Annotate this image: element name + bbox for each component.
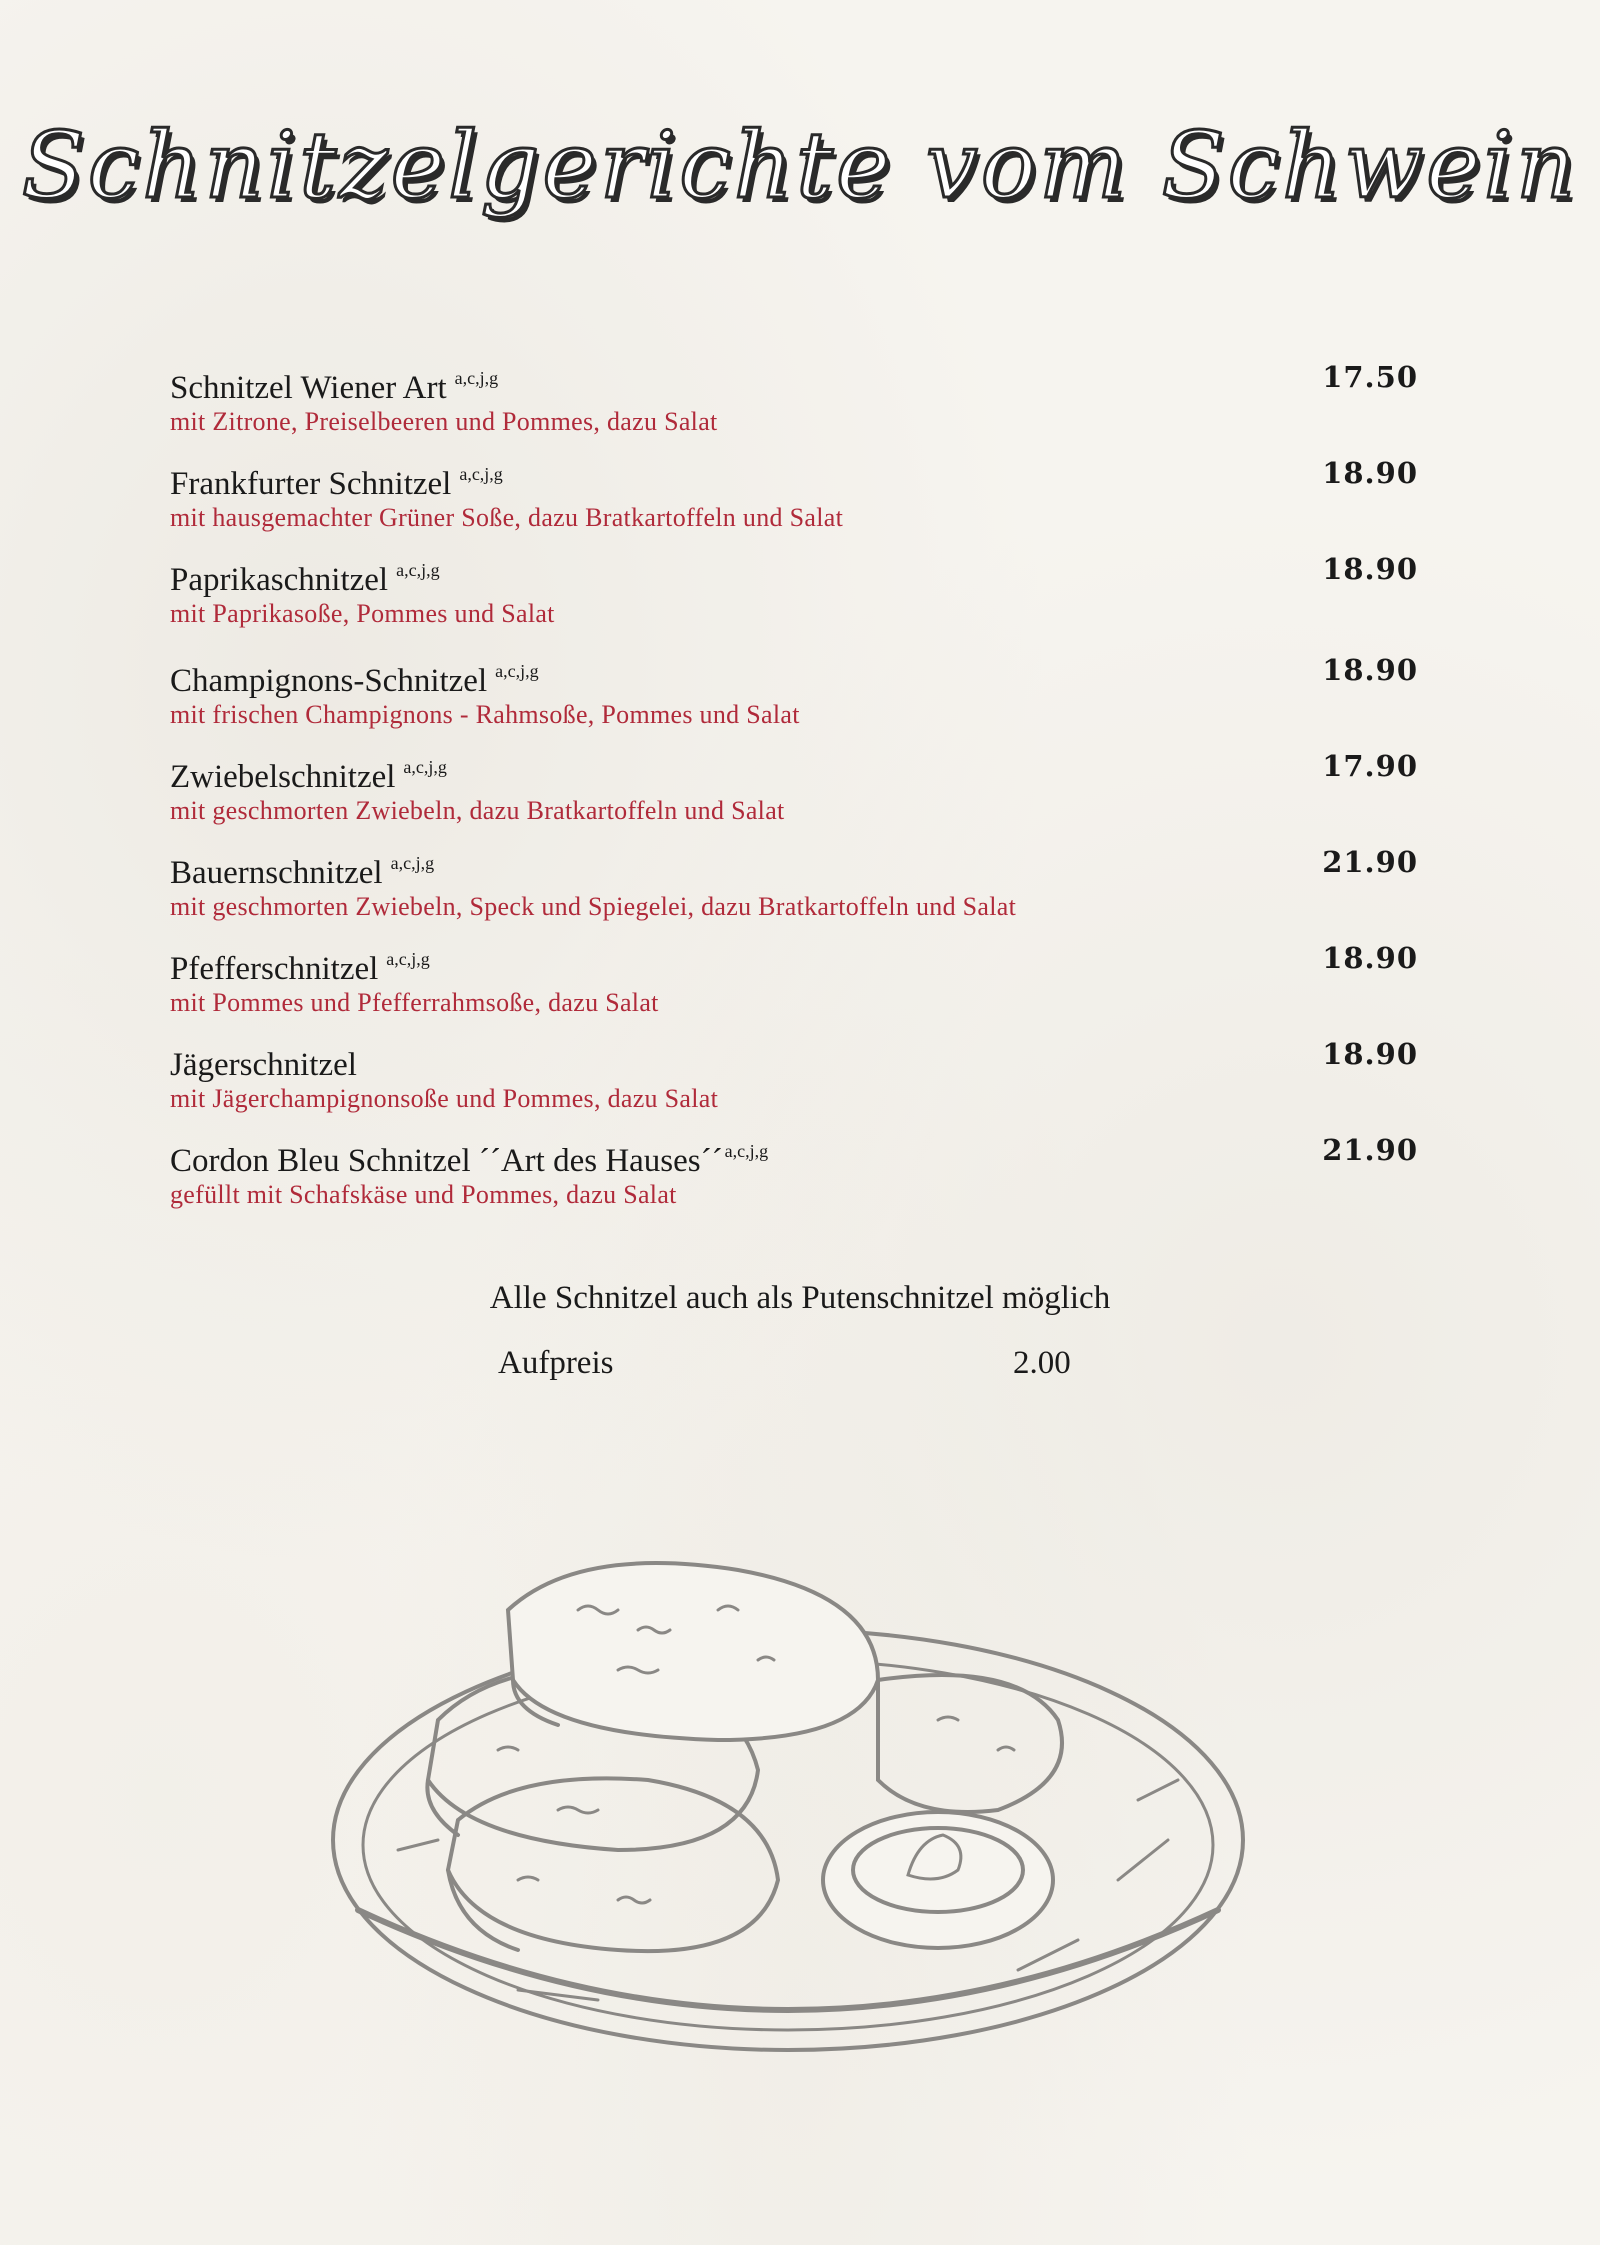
allergen-codes: a,c,j,g [390,853,435,873]
item-price: 18.90 [1322,552,1418,586]
item-price: 21.90 [1322,1133,1418,1167]
menu-item [170,843,1418,939]
menu-item [170,358,1418,454]
item-price: 17.50 [1322,360,1418,394]
item-price: 21.90 [1322,845,1418,879]
item-price: 18.90 [1322,1037,1418,1071]
item-name: Cordon Bleu Schnitzel ´´Art des Hauses´´ [170,1143,723,1179]
menu-item [170,939,1418,1035]
item-description: mit geschmorten Zwiebeln, dazu Bratkartoffeln und Salat [170,796,785,825]
schnitzel-plate-illustration-icon [318,1550,1258,2070]
item-name: Jägerschnitzel [170,1047,357,1083]
item-name: Paprikaschnitzel [170,562,389,598]
menu-item [170,550,1418,651]
item-price: 17.90 [1322,749,1418,783]
allergen-codes: a,c,j,g [459,464,503,484]
menu-item [170,651,1418,747]
menu-list [170,358,1418,1227]
item-name: Champignons-Schnitzel [170,663,488,699]
item-price: 18.90 [1322,456,1418,490]
item-description: mit hausgemachter Grüner Soße, dazu Bratkartoffeln und Salat [170,503,844,532]
item-price: 18.90 [1322,941,1418,975]
page-title: Schnitzelgerichte vom Schwein [21,112,1579,219]
allergen-codes: a,c,j,g [386,949,430,969]
menu-item [170,454,1418,550]
allergen-codes: a,c,j,g [454,368,499,388]
item-name: Schnitzel Wiener Art [170,370,447,406]
item-name: Pfefferschnitzel [170,951,379,987]
item-description: mit Paprikasoße, Pommes und Salat [170,599,555,628]
allergen-codes: a,c,j,g [396,560,440,580]
allergen-codes: a,c,j,g [495,661,539,681]
menu-item [170,1035,1418,1131]
allergen-codes: a,c,j,g [724,1141,769,1161]
item-description: mit Zitrone, Preiselbeeren und Pommes, dazu Salat [170,407,718,436]
menu-item [170,747,1418,843]
allergen-codes: a,c,j,g [403,757,447,777]
item-description: mit frischen Champignons - Rahmsoße, Pommes und Salat [170,700,800,729]
item-description: mit Pommes und Pfefferrahmsoße, dazu Salat [170,988,659,1017]
item-name: Zwiebelschnitzel [170,759,396,795]
item-description: mit geschmorten Zwiebeln, Speck und Spiegelei, dazu Bratkartoffeln und Salat [170,892,1017,921]
item-price: 18.90 [1322,653,1418,687]
item-description: mit Jägerchampignonsoße und Pommes, dazu Salat [170,1084,719,1113]
turkey-option-note: Alle Schnitzel auch als Putenschnitzel möglich [489,1280,1111,1316]
item-name: Frankfurter Schnitzel [170,466,452,502]
menu-item [170,1131,1418,1227]
surcharge-label: Aufpreis [498,1345,614,1381]
surcharge-price: 2.00 [1013,1345,1071,1381]
item-name: Bauernschnitzel [170,855,383,891]
item-description: gefüllt mit Schafskäse und Pommes, dazu Salat [170,1180,677,1209]
